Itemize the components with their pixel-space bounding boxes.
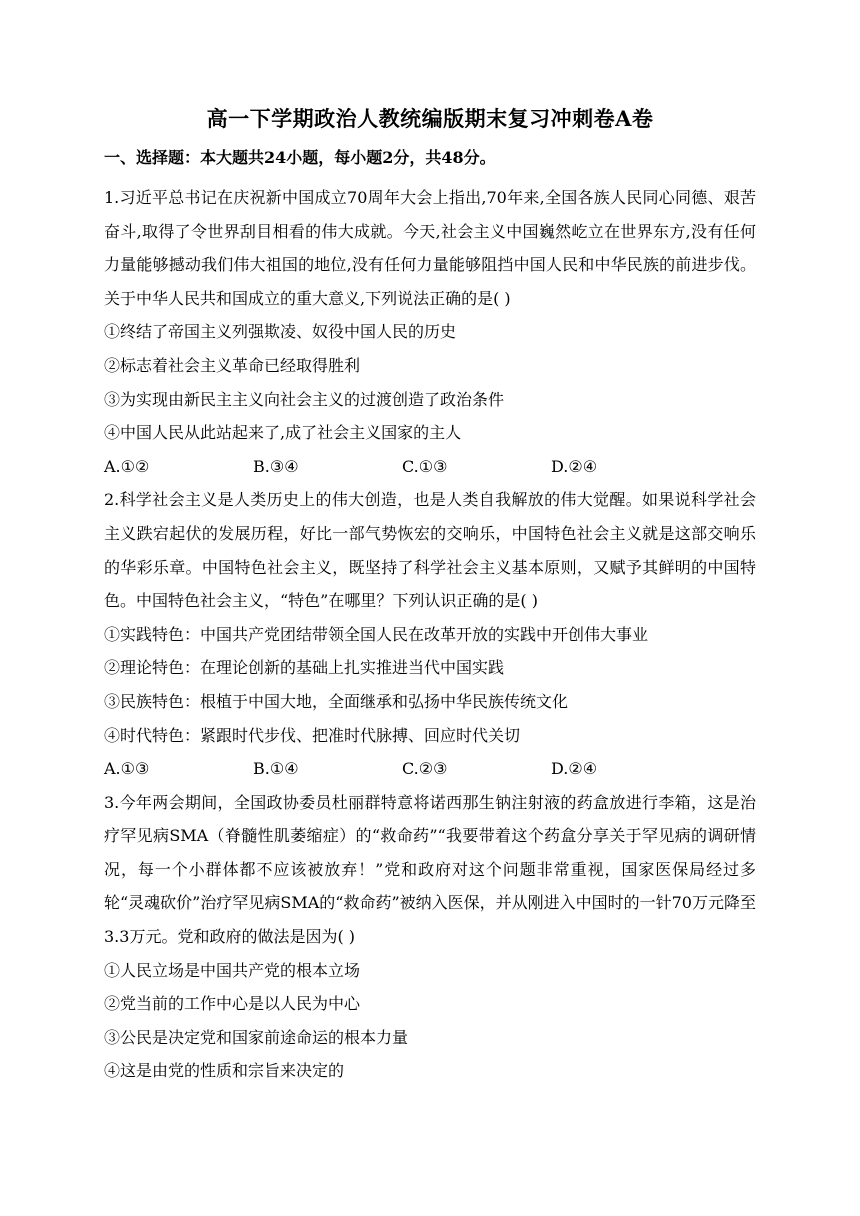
question-stem: 2.科学社会主义是人类历史上的伟大创造，也是人类自我解放的伟大觉醒。如果说科学社会主义跌宕起伏的发展历程，好比一部气势恢宏的交响乐，中国特色社会主义就是这部交响乐的华彩乐章。中国特色社会主义，既坚持了科学社会主义基本原则，又赋予其鲜明的中国特色。中国特色社会主义，“特色”在哪里？下列认识正确的是( ) (104, 490, 756, 611)
option-a: A.①② (104, 456, 150, 476)
option-c: C.①③ (402, 456, 448, 476)
question-list (104, 181, 756, 1088)
option-b: B.①④ (253, 759, 299, 779)
section-heading: 一、选择题：本大题共24小题，每小题2分，共48分。 (104, 148, 496, 167)
question-stem: 1.习近平总书记在庆祝新中国成立70周年大会上指出,70年来,全国各族人民同心同德、艰苦奋斗,取得了令世界刮目相看的伟大成就。今天,社会主义中国巍然屹立在世界东方,没有任何力量能够撼动我们伟大祖国的地位,没有任何力量能够阻挡中国人民和中华民族的前进步伐。关于中华人民共和国成立的重大意义,下列说法正确的是( ) (104, 188, 756, 308)
option-a: A.①③ (104, 759, 150, 779)
question-3 (104, 786, 756, 1088)
statement-item: ④时代特色：紧跟时代步伐、把准时代脉搏、回应时代关切 (104, 725, 521, 745)
question-stem: 3.今年两会期间，全国政协委员杜丽群特意将诺西那生钠注射液的药盒放进行李箱，这是治疗罕见病SMA（脊髓性肌萎缩症）的“救命药”“我要带着这个药盒分享关于罕见病的调研情况，每一个小群体都不应该被放弃！”党和政府对这个问题非常重视，国家医保局经过多轮“灵魂砍价”治疗罕见病SMA的“救命药”被纳入医保，并从刚进入中国时的一针70万元降至3.3万元。党和政府的做法是因为( ) (104, 792, 756, 947)
option-d: D.②④ (551, 456, 598, 476)
option-d: D.②④ (551, 759, 598, 779)
statement-item: ④这是由党的性质和宗旨来决定的 (104, 1061, 345, 1081)
statement-item: ①人民立场是中国共产党的根本立场 (104, 960, 361, 980)
question-2 (104, 483, 756, 785)
statement-item: ②理论特色：在理论创新的基础上扎实推进当代中国实践 (104, 658, 505, 678)
answer-options (104, 450, 756, 484)
statement-item: ③公民是决定党和国家前途命运的根本力量 (104, 1027, 409, 1047)
statement-item: ③民族特色：根植于中国大地，全面继承和弘扬中华民族传统文化 (104, 691, 569, 711)
question-1 (104, 181, 756, 483)
statement-item: ②党当前的工作中心是以人民为中心 (104, 994, 361, 1014)
option-b: B.③④ (253, 456, 299, 476)
answer-options (104, 752, 756, 786)
statement-item: ③为实现由新民主主义向社会主义的过渡创造了政治条件 (104, 389, 505, 409)
document-title: 高一下学期政治人教统编版期末复习冲刺卷A卷 (206, 106, 654, 131)
statement-item: ①实践特色：中国共产党团结带领全国人民在改革开放的实践中开创伟大事业 (104, 624, 649, 644)
statement-item: ④中国人民从此站起来了,成了社会主义国家的主人 (104, 423, 462, 443)
option-c: C.②③ (402, 759, 448, 779)
statement-item: ②标志着社会主义革命已经取得胜利 (104, 355, 361, 375)
statement-item: ①终结了帝国主义列强欺凌、奴役中国人民的历史 (104, 322, 457, 342)
